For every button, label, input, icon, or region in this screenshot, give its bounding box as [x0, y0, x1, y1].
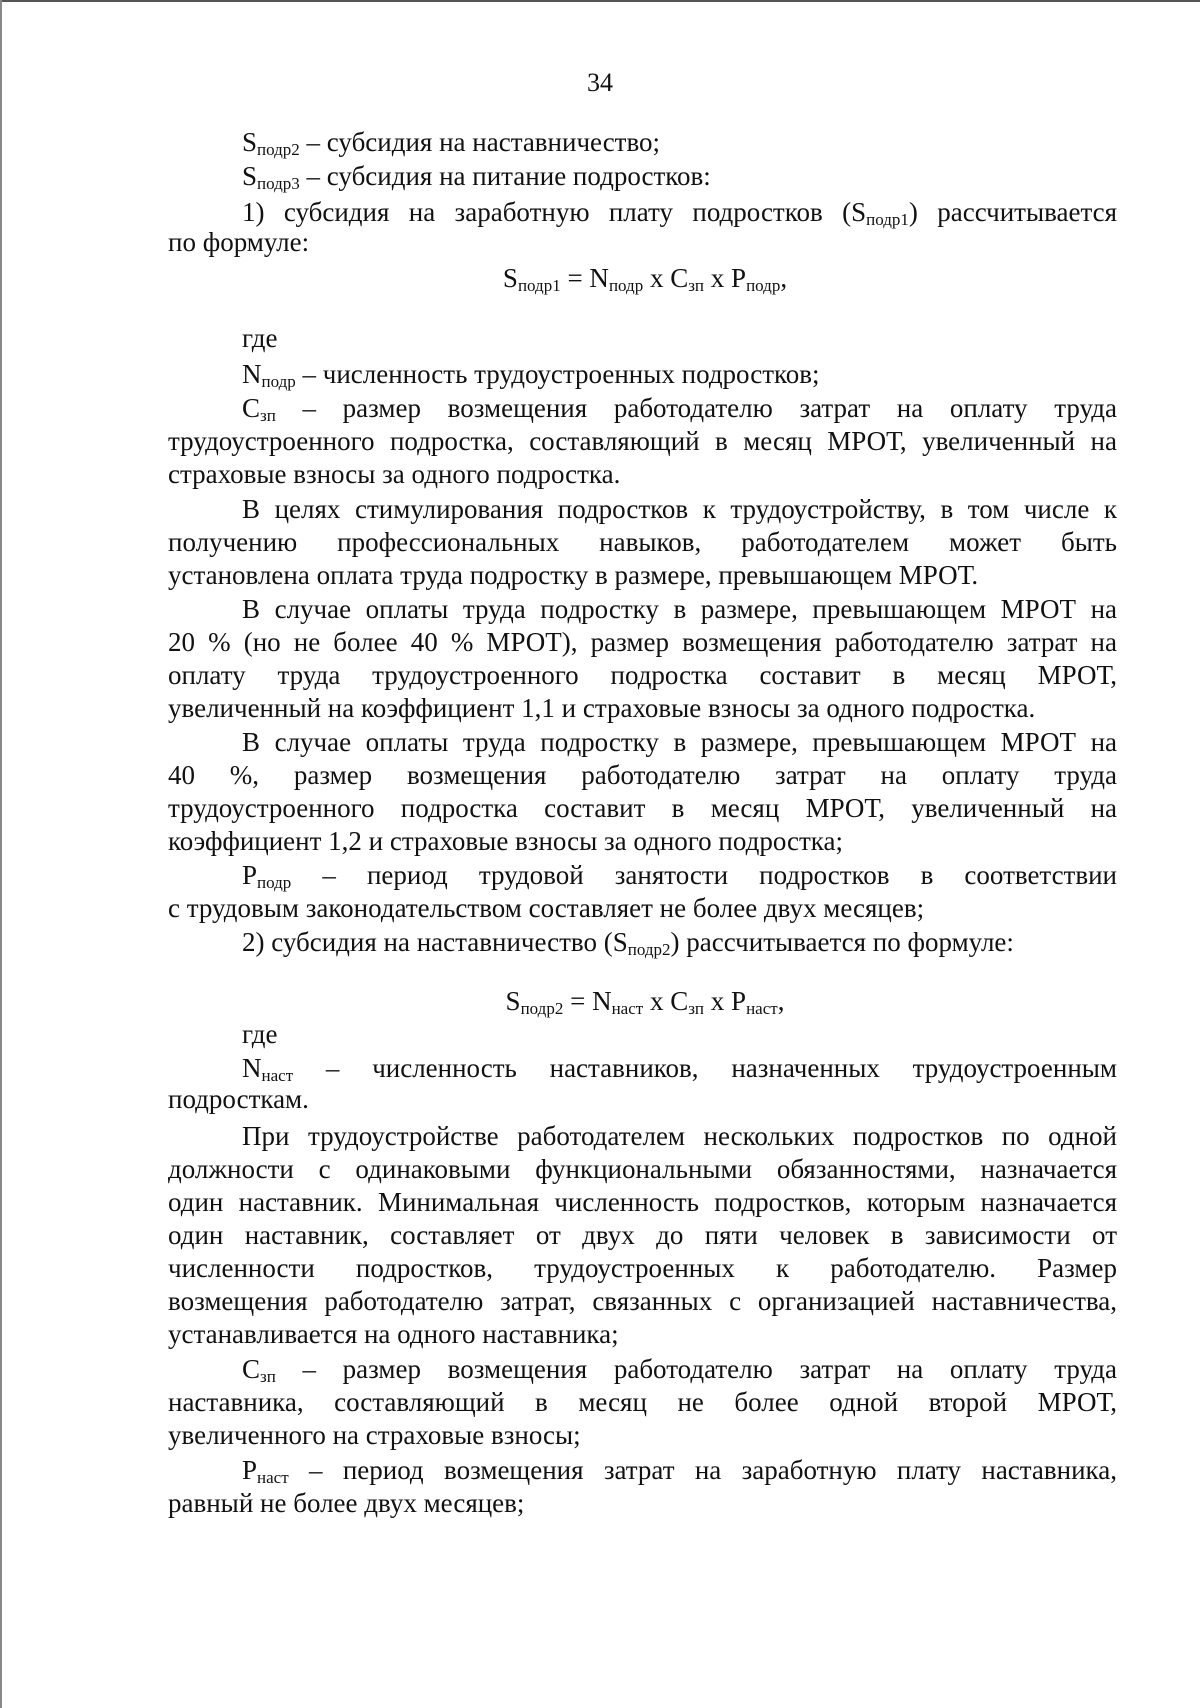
- definition-c-zp-mentor-line-1: $C_{зп}$ – размер возмещения работодателю затрат на оплату труда: [242, 1354, 1117, 1386]
- definition-p-nast-line-2: равный не более двух месяцев;: [168, 1488, 525, 1518]
- para-mentor-line-1: При трудоустройстве работодателем нескольких подростков по одной: [242, 1121, 1117, 1151]
- definition-c-zp-line-2: трудоустроенного подростка, составляющий в месяц МРОТ, увеличенный на: [168, 426, 1117, 456]
- formula-2: $S_{подр2} = N_{наст}$ x $C_{зп}$ x $P_{наст}$,: [505, 986, 785, 1018]
- formula-1: $S_{подр1} = N_{подр}$ x $C_{зп}$ x $P_{подр}$,: [502, 263, 788, 295]
- para-stimulus-line-3: установлена оплата труда подростку в размере, превышающем МРОТ.: [168, 560, 979, 590]
- para-20-line-3: оплату труда трудоустроенного подростка составит в месяц МРОТ,: [168, 660, 1117, 690]
- page-number: 34: [587, 68, 613, 97]
- item-2-line-1: 2) субсидия на наставничество $(S_{подр2})$ рассчитывается по формуле:: [242, 927, 1014, 959]
- para-20-line-2: 20 % (но не более 40 % МРОТ), размер возмещения работодателю затрат на: [168, 627, 1117, 657]
- definition-n-podr: $N_{подр}$ – численность трудоустроенных подростков;: [242, 359, 820, 391]
- definition-p-podr-line-2: с трудовым законодательством составляет не более двух месяцев;: [168, 893, 925, 923]
- para-mentor-line-2: должности с одинаковыми функциональными обязанностями, назначается: [168, 1154, 1117, 1184]
- definition-p-podr-line-1: $P_{подр}$ – период трудовой занятости подростков в соответствии: [242, 860, 1117, 892]
- para-mentor-line-4: один наставник, составляет от двух до пяти человек в зависимости от: [168, 1220, 1117, 1250]
- definition-c-zp-mentor-line-2: наставника, составляющий в месяц не более одной второй МРОТ,: [168, 1387, 1117, 1417]
- definition-p-nast-line-1: $P_{наст}$ – период возмещения затрат на заработную плату наставника,: [242, 1455, 1117, 1487]
- item-1-line-2: по формуле:: [168, 227, 310, 257]
- para-20-line-4: увеличенный на коэффициент 1,1 и страховые взносы за одного подростка.: [168, 693, 1036, 723]
- scan-edge: [0, 0, 2, 1708]
- para-mentor-line-6: возмещения работодателю затрат, связанных с организацией наставничества,: [168, 1286, 1117, 1316]
- where-label: где: [242, 323, 278, 353]
- definition-c-zp-line-3: страховые взносы за одного подростка.: [168, 459, 621, 489]
- where-label-2: где: [242, 1019, 278, 1049]
- para-40-line-1: В случае оплаты труда подростку в размере, превышающем МРОТ на: [242, 727, 1117, 757]
- definition-s-podr3: $S_{подр3}$ – субсидия на питание подростков:: [242, 161, 711, 193]
- para-stimulus-line-1: В целях стимулирования подростков к трудоустройству, в том числе к: [242, 494, 1117, 524]
- para-mentor-line-7: устанавливается на одного наставника;: [168, 1319, 619, 1349]
- definition-n-nast-line-2: подросткам.: [168, 1084, 309, 1114]
- para-stimulus-line-2: получению профессиональных навыков, работодателем может быть: [168, 527, 1117, 557]
- item-1-line-1: 1) субсидия на заработную плату подростков $(S_{подр1})$ рассчитывается: [242, 197, 1117, 229]
- definition-c-zp-mentor-line-3: увеличенного на страховые взносы;: [168, 1420, 581, 1450]
- scan-edge: [0, 0, 1200, 2]
- definition-n-nast-line-1: $N_{наст}$ – численность наставников, назначенных трудоустроенным: [242, 1053, 1117, 1085]
- para-40-line-3: трудоустроенного подростка составит в месяц МРОТ, увеличенный на: [168, 793, 1117, 823]
- para-20-line-1: В случае оплаты труда подростку в размере, превышающем МРОТ на: [242, 594, 1117, 624]
- para-40-line-2: 40 %, размер возмещения работодателю затрат на оплату труда: [168, 760, 1117, 790]
- definition-s-podr2: $S_{подр2}$ – субсидия на наставничество;: [242, 127, 661, 159]
- para-mentor-line-5: численности подростков, трудоустроенных к работодателю. Размер: [168, 1253, 1117, 1283]
- para-mentor-line-3: один наставник. Минимальная численность подростков, которым назначается: [168, 1187, 1117, 1217]
- definition-c-zp-line-1: $C_{зп}$ – размер возмещения работодателю затрат на оплату труда: [242, 393, 1117, 425]
- para-40-line-4: коэффициент 1,2 и страховые взносы за одного подростка;: [168, 826, 843, 856]
